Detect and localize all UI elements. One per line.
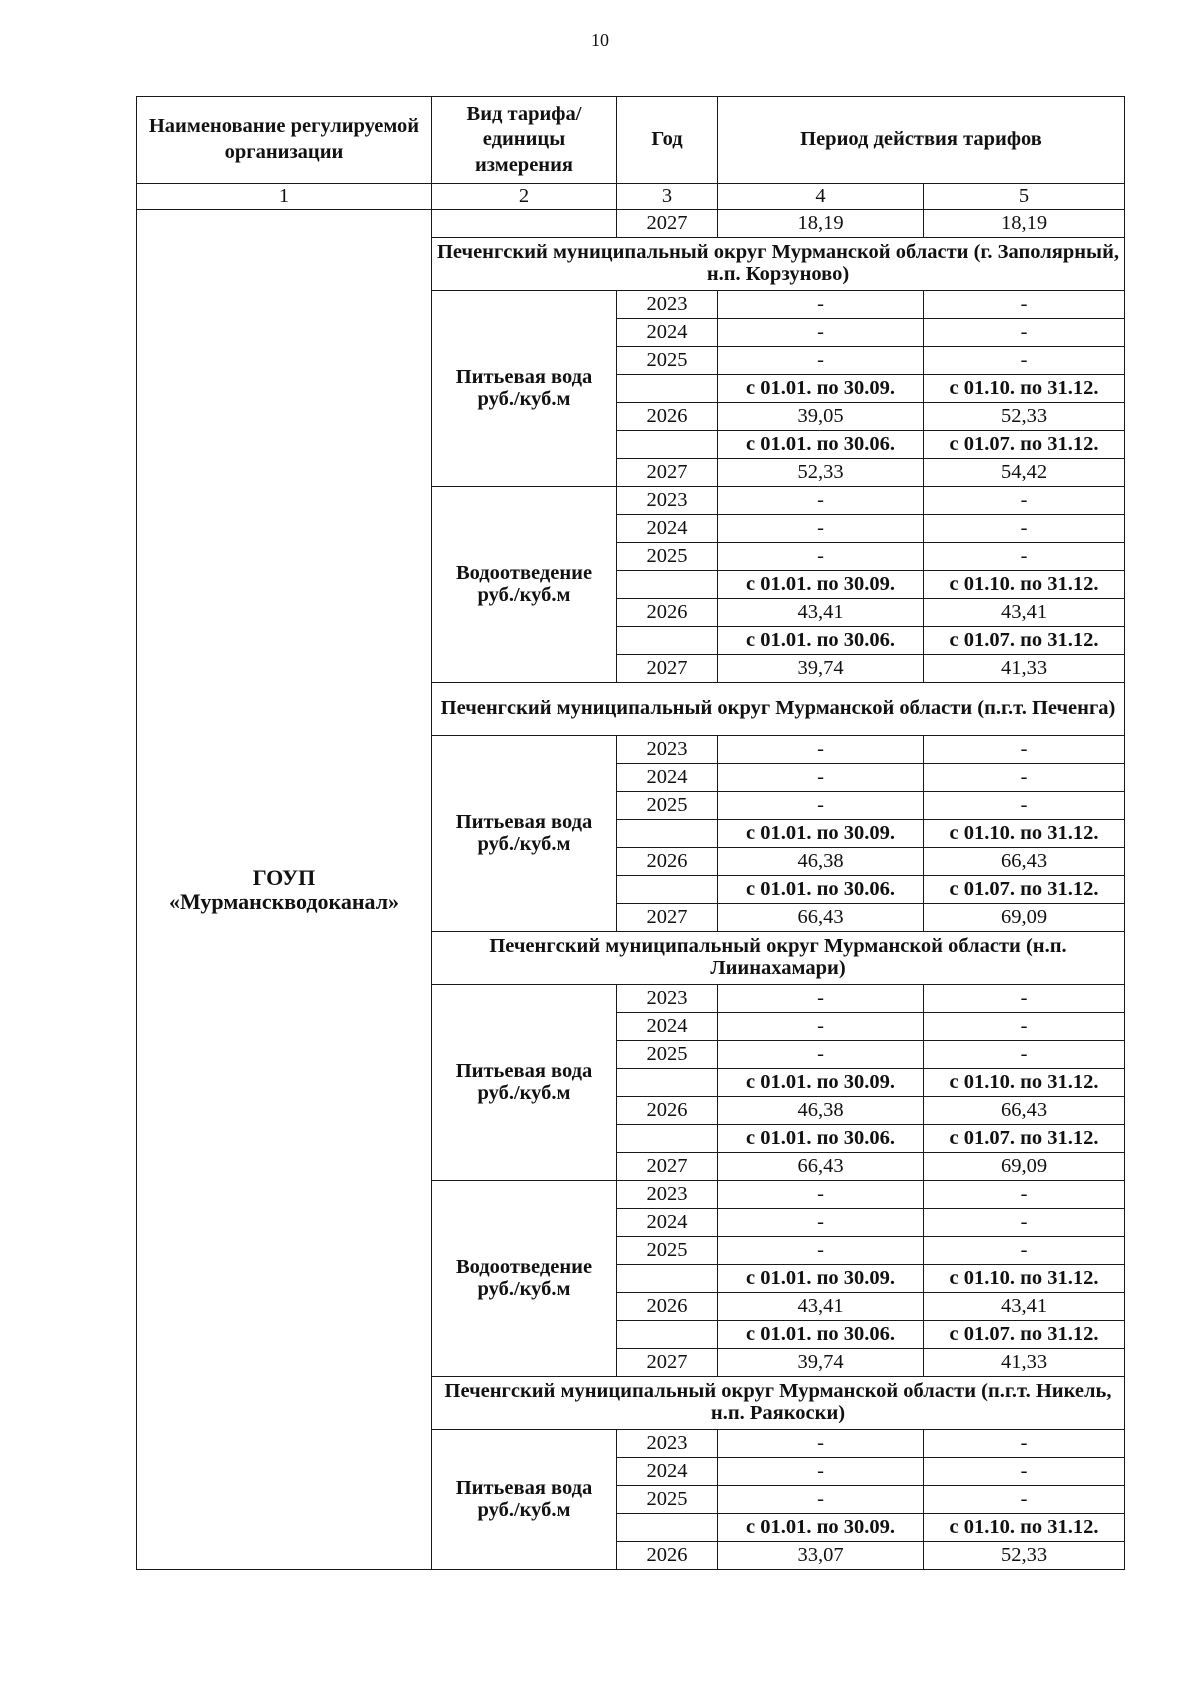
header-row: [137, 97, 1125, 184]
period-cell: с 01.07. по 31.12.: [924, 1125, 1125, 1153]
value-cell: 39,74: [718, 655, 924, 683]
year-cell: [617, 1125, 718, 1153]
year-cell: 2027: [617, 655, 718, 683]
year-cell: 2024: [617, 1458, 718, 1486]
period-cell: с 01.10. по 31.12.: [924, 820, 1125, 848]
year-cell: 2026: [617, 1097, 718, 1125]
column-number: 3: [617, 184, 718, 210]
value-cell: -: [718, 1041, 924, 1069]
value-cell: 52,33: [718, 459, 924, 487]
value-cell: 66,43: [924, 848, 1125, 876]
value-cell: -: [924, 1486, 1125, 1514]
value-cell: -: [924, 1013, 1125, 1041]
year-cell: [617, 431, 718, 459]
period-cell: с 01.07. по 31.12.: [924, 1321, 1125, 1349]
value-cell: 69,09: [924, 904, 1125, 932]
period-cell: с 01.07. по 31.12.: [924, 876, 1125, 904]
value-cell: -: [924, 543, 1125, 571]
value-cell: 39,74: [718, 1349, 924, 1377]
value-cell: -: [718, 487, 924, 515]
year-cell: 2025: [617, 347, 718, 375]
value-cell: -: [924, 1430, 1125, 1458]
header-year: Год: [617, 97, 718, 184]
value-cell: -: [718, 319, 924, 347]
value-cell: -: [924, 985, 1125, 1013]
year-cell: [617, 1265, 718, 1293]
value-cell: 33,07: [718, 1542, 924, 1570]
value-cell: 66,43: [718, 904, 924, 932]
period-cell: с 01.01. по 30.06.: [718, 431, 924, 459]
value-cell: 18,19: [718, 210, 924, 238]
year-cell: 2027: [617, 459, 718, 487]
column-number-row: [137, 184, 1125, 210]
tariff-type-cell: Питьевая вода руб./куб.м: [432, 985, 617, 1181]
period-cell: с 01.01. по 30.09.: [718, 1514, 924, 1542]
year-cell: [617, 571, 718, 599]
tariff-row: [137, 210, 1125, 238]
year-cell: [617, 820, 718, 848]
year-cell: 2023: [617, 985, 718, 1013]
period-cell: с 01.07. по 31.12.: [924, 627, 1125, 655]
tariff-type-cell: Водоотведение руб./куб.м: [432, 1181, 617, 1377]
organization-name: ГОУП «Мурманскводоканал»: [137, 210, 432, 1570]
value-cell: -: [924, 792, 1125, 820]
value-cell: 43,41: [718, 599, 924, 627]
year-cell: [617, 876, 718, 904]
value-cell: -: [718, 1486, 924, 1514]
value-cell: -: [924, 1041, 1125, 1069]
tariff-type-cell: Питьевая вода руб./куб.м: [432, 1430, 617, 1570]
year-cell: 2027: [617, 210, 718, 238]
period-cell: с 01.01. по 30.09.: [718, 571, 924, 599]
year-cell: 2024: [617, 764, 718, 792]
value-cell: 52,33: [924, 1542, 1125, 1570]
header-organization: Наименование регулируемой организации: [137, 97, 432, 184]
value-cell: -: [718, 291, 924, 319]
value-cell: -: [718, 1430, 924, 1458]
value-cell: -: [924, 1237, 1125, 1265]
value-cell: -: [718, 1013, 924, 1041]
value-cell: -: [718, 1458, 924, 1486]
tariff-type-cell: Питьевая вода руб./куб.м: [432, 736, 617, 932]
period-cell: с 01.07. по 31.12.: [924, 431, 1125, 459]
value-cell: -: [924, 319, 1125, 347]
year-cell: 2026: [617, 1542, 718, 1570]
year-cell: 2027: [617, 1349, 718, 1377]
value-cell: -: [718, 543, 924, 571]
year-cell: 2027: [617, 904, 718, 932]
tariff-table-body: [137, 97, 1125, 1570]
value-cell: -: [924, 515, 1125, 543]
column-number: 5: [924, 184, 1125, 210]
tariff-table: [136, 96, 1125, 1570]
value-cell: 43,41: [718, 1293, 924, 1321]
region-heading: Печенгский муниципальный округ Мурманской области (п.г.т. Печенга): [432, 683, 1125, 736]
value-cell: 52,33: [924, 403, 1125, 431]
period-cell: с 01.10. по 31.12.: [924, 571, 1125, 599]
value-cell: -: [718, 347, 924, 375]
period-cell: с 01.10. по 31.12.: [924, 1265, 1125, 1293]
value-cell: -: [718, 792, 924, 820]
value-cell: 69,09: [924, 1153, 1125, 1181]
value-cell: -: [718, 1237, 924, 1265]
column-number: 1: [137, 184, 432, 210]
value-cell: 41,33: [924, 655, 1125, 683]
value-cell: -: [924, 1209, 1125, 1237]
value-cell: 66,43: [924, 1097, 1125, 1125]
year-cell: [617, 1514, 718, 1542]
value-cell: -: [924, 764, 1125, 792]
value-cell: 39,05: [718, 403, 924, 431]
year-cell: 2024: [617, 515, 718, 543]
year-cell: 2024: [617, 1209, 718, 1237]
value-cell: -: [718, 1209, 924, 1237]
year-cell: 2023: [617, 487, 718, 515]
year-cell: [617, 627, 718, 655]
year-cell: 2026: [617, 848, 718, 876]
period-cell: с 01.01. по 30.06.: [718, 627, 924, 655]
tariff-type-cell: [432, 210, 617, 238]
tariff-type-cell: Водоотведение руб./куб.м: [432, 487, 617, 683]
header-period: Период действия тарифов: [718, 97, 1125, 184]
value-cell: -: [718, 1181, 924, 1209]
value-cell: -: [924, 736, 1125, 764]
value-cell: 46,38: [718, 1097, 924, 1125]
value-cell: -: [924, 487, 1125, 515]
value-cell: -: [718, 736, 924, 764]
region-heading: Печенгский муниципальный округ Мурманской области (н.п. Лиинахамари): [432, 932, 1125, 985]
column-number: 2: [432, 184, 617, 210]
year-cell: 2023: [617, 1430, 718, 1458]
year-cell: 2025: [617, 1237, 718, 1265]
value-cell: 18,19: [924, 210, 1125, 238]
year-cell: [617, 1321, 718, 1349]
value-cell: -: [718, 515, 924, 543]
year-cell: 2023: [617, 1181, 718, 1209]
period-cell: с 01.01. по 30.09.: [718, 1069, 924, 1097]
year-cell: 2026: [617, 599, 718, 627]
year-cell: 2025: [617, 792, 718, 820]
region-heading: Печенгский муниципальный округ Мурманской области (п.г.т. Никель, н.п. Раякоски): [432, 1377, 1125, 1430]
period-cell: с 01.01. по 30.09.: [718, 820, 924, 848]
year-cell: 2023: [617, 291, 718, 319]
year-cell: 2025: [617, 1486, 718, 1514]
year-cell: [617, 1069, 718, 1097]
value-cell: 41,33: [924, 1349, 1125, 1377]
year-cell: [617, 375, 718, 403]
year-cell: 2023: [617, 736, 718, 764]
value-cell: -: [924, 291, 1125, 319]
period-cell: с 01.10. по 31.12.: [924, 1514, 1125, 1542]
period-cell: с 01.01. по 30.09.: [718, 375, 924, 403]
value-cell: 46,38: [718, 848, 924, 876]
year-cell: 2026: [617, 403, 718, 431]
value-cell: 43,41: [924, 599, 1125, 627]
region-heading: Печенгский муниципальный округ Мурманской области (г. Заполярный, н.п. Корзуново): [432, 238, 1125, 291]
year-cell: 2026: [617, 1293, 718, 1321]
tariff-type-cell: Питьевая вода руб./куб.м: [432, 291, 617, 487]
value-cell: -: [718, 764, 924, 792]
column-number: 4: [718, 184, 924, 210]
year-cell: 2025: [617, 1041, 718, 1069]
year-cell: 2027: [617, 1153, 718, 1181]
period-cell: с 01.10. по 31.12.: [924, 1069, 1125, 1097]
year-cell: 2025: [617, 543, 718, 571]
value-cell: -: [924, 1458, 1125, 1486]
value-cell: 66,43: [718, 1153, 924, 1181]
period-cell: с 01.01. по 30.06.: [718, 876, 924, 904]
value-cell: 54,42: [924, 459, 1125, 487]
period-cell: с 01.01. по 30.06.: [718, 1321, 924, 1349]
header-tariff-type: Вид тарифа/ единицы измерения: [432, 97, 617, 184]
period-cell: с 01.10. по 31.12.: [924, 375, 1125, 403]
value-cell: -: [924, 1181, 1125, 1209]
value-cell: 43,41: [924, 1293, 1125, 1321]
period-cell: с 01.01. по 30.09.: [718, 1265, 924, 1293]
page-number: 10: [591, 30, 609, 50]
value-cell: -: [924, 347, 1125, 375]
value-cell: -: [718, 985, 924, 1013]
year-cell: 2024: [617, 319, 718, 347]
year-cell: 2024: [617, 1013, 718, 1041]
period-cell: с 01.01. по 30.06.: [718, 1125, 924, 1153]
